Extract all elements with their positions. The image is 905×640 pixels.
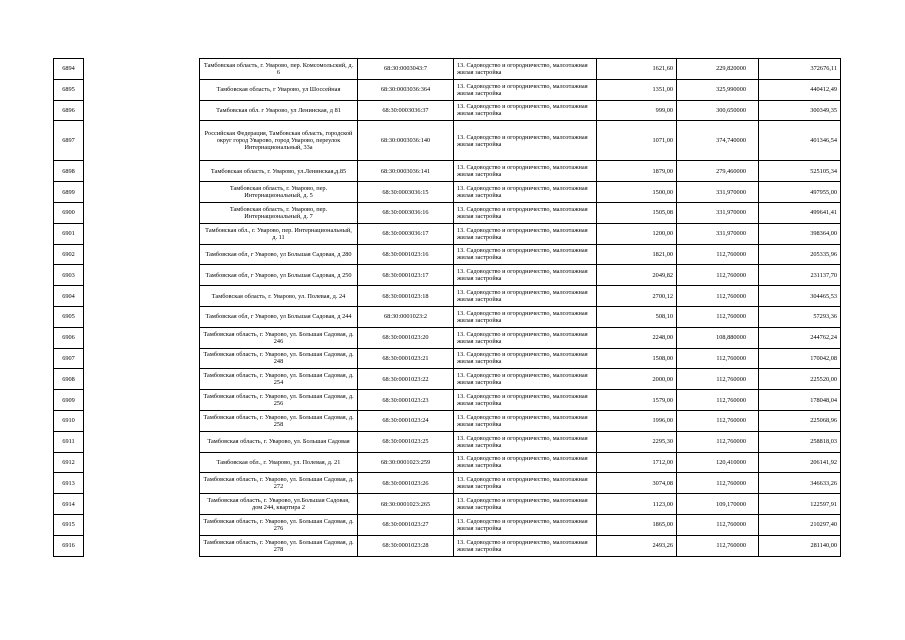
address-cell: Тамбовская область, г. Уварово, ул. Большая Садовая, д. 272	[200, 473, 358, 494]
unit-value-cell: 112,760000	[677, 390, 759, 411]
unit-value-cell: 112,760000	[677, 431, 759, 452]
row-number-cell: 6901	[54, 223, 84, 244]
area-cell: 1505,08	[597, 202, 677, 223]
cadastral-value-cell: 244762,24	[759, 327, 841, 348]
row-number-cell: 6902	[54, 244, 84, 265]
table-row	[54, 202, 841, 223]
row-number-cell: 6894	[54, 59, 84, 80]
spacer-cell	[84, 410, 200, 431]
cadastral-value-cell: 206141,92	[759, 452, 841, 473]
table-row	[54, 410, 841, 431]
row-number-cell: 6907	[54, 348, 84, 369]
row-number-cell: 6915	[54, 514, 84, 535]
land-use-cell: 13. Садоводство и огородничество, малоэтажная жилая застройка	[454, 431, 597, 452]
table-row	[54, 244, 841, 265]
spacer-cell	[84, 161, 200, 182]
land-use-cell: 13. Садоводство и огородничество, малоэтажная жилая застройка	[454, 244, 597, 265]
land-use-cell: 13. Садоводство и огородничество, малоэтажная жилая застройка	[454, 473, 597, 494]
land-use-cell: 13. Садоводство и огородничество, малоэтажная жилая застройка	[454, 494, 597, 515]
cadastral-value-cell: 170042,08	[759, 348, 841, 369]
unit-value-cell: 325,990000	[677, 79, 759, 100]
row-number-cell: 6913	[54, 473, 84, 494]
cadastral-number-cell: 68:30:0001023:27	[358, 514, 454, 535]
land-use-cell: 13. Садоводство и огородничество, малоэтажная жилая застройка	[454, 121, 597, 161]
cadastral-number-cell: 68:30:0001023:265	[358, 494, 454, 515]
address-cell: Тамбовская область, г. Уварово, ул. Полевая, д. 24	[200, 286, 358, 307]
cadastral-value-cell: 398364,00	[759, 223, 841, 244]
table-row	[54, 286, 841, 307]
cadastral-number-cell: 68:30:0001023:21	[358, 348, 454, 369]
address-cell: Тамбовская обл, г Уварово, ул Большая Садовая, д 244	[200, 306, 358, 327]
cadastral-number-cell: 68:30:0001023:28	[358, 535, 454, 556]
land-use-cell: 13. Садоводство и огородничество, малоэтажная жилая застройка	[454, 452, 597, 473]
unit-value-cell: 300,650000	[677, 100, 759, 121]
row-number-cell: 6896	[54, 100, 84, 121]
row-number-cell: 6912	[54, 452, 84, 473]
area-cell: 1996,00	[597, 410, 677, 431]
row-number-cell: 6914	[54, 494, 84, 515]
land-use-cell: 13. Садоводство и огородничество, малоэтажная жилая застройка	[454, 514, 597, 535]
cadastral-number-cell: 68:30:0001023:16	[358, 244, 454, 265]
area-cell: 2049,82	[597, 265, 677, 286]
area-cell: 1508,00	[597, 348, 677, 369]
area-cell: 3074,08	[597, 473, 677, 494]
unit-value-cell: 112,760000	[677, 265, 759, 286]
spacer-cell	[84, 286, 200, 307]
cadastral-value-cell: 225068,96	[759, 410, 841, 431]
table-row	[54, 327, 841, 348]
table-row	[54, 473, 841, 494]
cadastral-number-cell: 68:30:0003043:7	[358, 59, 454, 80]
row-number-cell: 6898	[54, 161, 84, 182]
area-cell: 1621,60	[597, 59, 677, 80]
unit-value-cell: 112,760000	[677, 473, 759, 494]
table-row	[54, 306, 841, 327]
table-row	[54, 452, 841, 473]
area-cell: 1500,00	[597, 182, 677, 203]
spacer-cell	[84, 452, 200, 473]
address-cell: Российская Федерация, Тамбовская область, городской округ город Уварово, город Уварово, переулок Интернациональный, 33а	[200, 121, 358, 161]
cadastral-value-cell: 210297,40	[759, 514, 841, 535]
cadastral-number-cell: 68:30:0003036:17	[358, 223, 454, 244]
unit-value-cell: 279,460000	[677, 161, 759, 182]
cadastral-value-cell: 372676,11	[759, 59, 841, 80]
spacer-cell	[84, 494, 200, 515]
spacer-cell	[84, 182, 200, 203]
row-number-cell: 6911	[54, 431, 84, 452]
address-cell: Тамбовская обл., г. Уварово, ул. Полевая, д. 21	[200, 452, 358, 473]
cadastral-number-cell: 68:30:0003036:15	[358, 182, 454, 203]
land-use-cell: 13. Садоводство и огородничество, малоэтажная жилая застройка	[454, 369, 597, 390]
unit-value-cell: 331,970000	[677, 182, 759, 203]
cadastral-number-cell: 68:30:0001023:18	[358, 286, 454, 307]
area-cell: 1821,00	[597, 244, 677, 265]
spacer-cell	[84, 431, 200, 452]
area-cell: 2248,00	[597, 327, 677, 348]
address-cell: Тамбовская область, г. Уварово, пер. Интернациональный, д. 5	[200, 182, 358, 203]
spacer-cell	[84, 535, 200, 556]
cadastral-number-cell: 68:30:0001023:20	[358, 327, 454, 348]
row-number-cell: 6900	[54, 202, 84, 223]
cadastral-value-cell: 231137,70	[759, 265, 841, 286]
area-cell: 1579,00	[597, 390, 677, 411]
cadastral-number-cell: 68:30:0001023:17	[358, 265, 454, 286]
table-row	[54, 100, 841, 121]
land-use-cell: 13. Садоводство и огородничество, малоэтажная жилая застройка	[454, 59, 597, 80]
address-cell: Тамбовская область, г. Уварово, ул. Большая Садовая, д. 278	[200, 535, 358, 556]
address-cell: Тамбовская область, г. Уварово, ул. Большая Садовая, д. 246	[200, 327, 358, 348]
address-cell: Тамбовская обл. г Уварово, ул Ленинская, д 81	[200, 100, 358, 121]
area-cell: 1879,00	[597, 161, 677, 182]
unit-value-cell: 112,760000	[677, 514, 759, 535]
unit-value-cell: 120,410000	[677, 452, 759, 473]
cadastral-value-cell: 205335,96	[759, 244, 841, 265]
cadastral-number-cell: 68:30:0001023:23	[358, 390, 454, 411]
spacer-cell	[84, 244, 200, 265]
unit-value-cell: 109,170000	[677, 494, 759, 515]
cadastral-number-cell: 68:30:0003036:37	[358, 100, 454, 121]
cadastral-number-cell: 68:30:0003036:141	[358, 161, 454, 182]
address-cell: Тамбовская обл., г. Уварово, пер. Интернациональный, д. 11	[200, 223, 358, 244]
table-row	[54, 348, 841, 369]
table-row	[54, 535, 841, 556]
address-cell: Тамбовская область, г. Уварово, ул. Большая Садовая, д. 276	[200, 514, 358, 535]
cadastral-value-cell: 300349,35	[759, 100, 841, 121]
land-use-cell: 13. Садоводство и огородничество, малоэтажная жилая застройка	[454, 410, 597, 431]
unit-value-cell: 112,760000	[677, 286, 759, 307]
cadastral-number-cell: 68:30:0001023:2	[358, 306, 454, 327]
table-row	[54, 79, 841, 100]
table-row	[54, 514, 841, 535]
cadastral-value-cell: 178048,04	[759, 390, 841, 411]
address-cell: Тамбовская обл, г Уварово, ул Большая Садовая, д 280	[200, 244, 358, 265]
table-row	[54, 121, 841, 161]
spacer-cell	[84, 390, 200, 411]
spacer-cell	[84, 369, 200, 390]
area-cell: 1351,00	[597, 79, 677, 100]
row-number-cell: 6909	[54, 390, 84, 411]
table-row	[54, 59, 841, 80]
row-number-cell: 6904	[54, 286, 84, 307]
unit-value-cell: 112,760000	[677, 348, 759, 369]
row-number-cell: 6908	[54, 369, 84, 390]
spacer-cell	[84, 79, 200, 100]
table-row	[54, 369, 841, 390]
spacer-cell	[84, 202, 200, 223]
cadastral-value-cell: 346633,26	[759, 473, 841, 494]
unit-value-cell: 331,970000	[677, 223, 759, 244]
spacer-cell	[84, 473, 200, 494]
spacer-cell	[84, 514, 200, 535]
cadastral-value-cell: 122597,91	[759, 494, 841, 515]
table-row	[54, 223, 841, 244]
spacer-cell	[84, 265, 200, 286]
address-cell: Тамбовская область, г. Уварово, ул. Большая Садовая	[200, 431, 358, 452]
row-number-cell: 6903	[54, 265, 84, 286]
land-use-cell: 13. Садоводство и огородничество, малоэтажная жилая застройка	[454, 348, 597, 369]
land-use-cell: 13. Садоводство и огородничество, малоэтажная жилая застройка	[454, 535, 597, 556]
area-cell: 508,10	[597, 306, 677, 327]
unit-value-cell: 112,760000	[677, 535, 759, 556]
cadastral-number-cell: 68:30:0003036:140	[358, 121, 454, 161]
cadastral-value-table	[53, 58, 841, 557]
land-use-cell: 13. Садоводство и огородничество, малоэтажная жилая застройка	[454, 265, 597, 286]
table-row	[54, 182, 841, 203]
cadastral-value-cell: 497955,00	[759, 182, 841, 203]
cadastral-value-cell: 258818,03	[759, 431, 841, 452]
cadastral-value-cell: 440412,49	[759, 79, 841, 100]
cadastral-value-cell: 401346,54	[759, 121, 841, 161]
unit-value-cell: 112,760000	[677, 244, 759, 265]
spacer-cell	[84, 59, 200, 80]
cadastral-number-cell: 68:30:0003036:16	[358, 202, 454, 223]
area-cell: 1712,00	[597, 452, 677, 473]
row-number-cell: 6906	[54, 327, 84, 348]
table-row	[54, 390, 841, 411]
row-number-cell: 6899	[54, 182, 84, 203]
unit-value-cell: 374,740000	[677, 121, 759, 161]
area-cell: 1865,00	[597, 514, 677, 535]
unit-value-cell: 229,820000	[677, 59, 759, 80]
address-cell: Тамбовская область, г Уварово, ул Шоссейная	[200, 79, 358, 100]
row-number-cell: 6895	[54, 79, 84, 100]
table-row	[54, 494, 841, 515]
address-cell: Тамбовская область, г. Уварово, ул. Большая Садовая, д. 258	[200, 410, 358, 431]
address-cell: Тамбовская область, г. Уварово, пер. Комсомольский, д. 6	[200, 59, 358, 80]
land-use-cell: 13. Садоводство и огородничество, малоэтажная жилая застройка	[454, 327, 597, 348]
cadastral-number-cell: 68:30:0001023:259	[358, 452, 454, 473]
address-cell: Тамбовская область, г. Уварово, ул. Большая Садовая, д. 248	[200, 348, 358, 369]
unit-value-cell: 331,970000	[677, 202, 759, 223]
cadastral-value-cell: 525105,34	[759, 161, 841, 182]
unit-value-cell: 112,760000	[677, 410, 759, 431]
unit-value-cell: 108,880000	[677, 327, 759, 348]
area-cell: 999,00	[597, 100, 677, 121]
cadastral-number-cell: 68:30:0001023:22	[358, 369, 454, 390]
area-cell: 2493,26	[597, 535, 677, 556]
area-cell: 1071,00	[597, 121, 677, 161]
spacer-cell	[84, 121, 200, 161]
table-body	[54, 59, 841, 557]
area-cell: 1123,00	[597, 494, 677, 515]
land-use-cell: 13. Садоводство и огородничество, малоэтажная жилая застройка	[454, 79, 597, 100]
land-use-cell: 13. Садоводство и огородничество, малоэтажная жилая застройка	[454, 202, 597, 223]
cadastral-value-cell: 281140,00	[759, 535, 841, 556]
land-use-cell: 13. Садоводство и огородничество, малоэтажная жилая застройка	[454, 223, 597, 244]
land-use-cell: 13. Садоводство и огородничество, малоэтажная жилая застройка	[454, 182, 597, 203]
table-row	[54, 265, 841, 286]
cadastral-number-cell: 68:30:0003036:364	[358, 79, 454, 100]
spacer-cell	[84, 348, 200, 369]
address-cell: Тамбовская обл, г Уварово, ул Большая Садовая, д 250	[200, 265, 358, 286]
address-cell: Тамбовская область, г. Уварово, ул. Большая Садовая, д. 256	[200, 390, 358, 411]
unit-value-cell: 112,760000	[677, 306, 759, 327]
address-cell: Тамбовская область, г. Уварово, ул.Ленинская,д.85	[200, 161, 358, 182]
area-cell: 2700,12	[597, 286, 677, 307]
address-cell: Тамбовская область, г. Уварово, ул.Большая Садовая, дом 244, квартира 2	[200, 494, 358, 515]
spacer-cell	[84, 327, 200, 348]
area-cell: 1200,00	[597, 223, 677, 244]
land-use-cell: 13. Садоводство и огородничество, малоэтажная жилая застройка	[454, 161, 597, 182]
address-cell: Тамбовская область, г. Уварово, ул. Большая Садовая, д. 254	[200, 369, 358, 390]
land-use-cell: 13. Садоводство и огородничество, малоэтажная жилая застройка	[454, 390, 597, 411]
cadastral-value-cell: 499641,41	[759, 202, 841, 223]
cadastral-number-cell: 68:30:0001023:24	[358, 410, 454, 431]
land-use-cell: 13. Садоводство и огородничество, малоэтажная жилая застройка	[454, 306, 597, 327]
spacer-cell	[84, 100, 200, 121]
cadastral-value-cell: 57293,36	[759, 306, 841, 327]
spacer-cell	[84, 306, 200, 327]
cadastral-value-cell: 304465,53	[759, 286, 841, 307]
cadastral-value-cell: 225520,00	[759, 369, 841, 390]
row-number-cell: 6905	[54, 306, 84, 327]
row-number-cell: 6916	[54, 535, 84, 556]
unit-value-cell: 112,760000	[677, 369, 759, 390]
table-row	[54, 161, 841, 182]
cadastral-number-cell: 68:30:0001023:25	[358, 431, 454, 452]
table-row	[54, 431, 841, 452]
land-use-cell: 13. Садоводство и огородничество, малоэтажная жилая застройка	[454, 100, 597, 121]
area-cell: 2000,00	[597, 369, 677, 390]
cadastral-number-cell: 68:30:0001023:26	[358, 473, 454, 494]
address-cell: Тамбовская область, г. Уварово, пер. Интернациональный, д. 7	[200, 202, 358, 223]
spacer-cell	[84, 223, 200, 244]
row-number-cell: 6897	[54, 121, 84, 161]
row-number-cell: 6910	[54, 410, 84, 431]
land-use-cell: 13. Садоводство и огородничество, малоэтажная жилая застройка	[454, 286, 597, 307]
area-cell: 2295,30	[597, 431, 677, 452]
